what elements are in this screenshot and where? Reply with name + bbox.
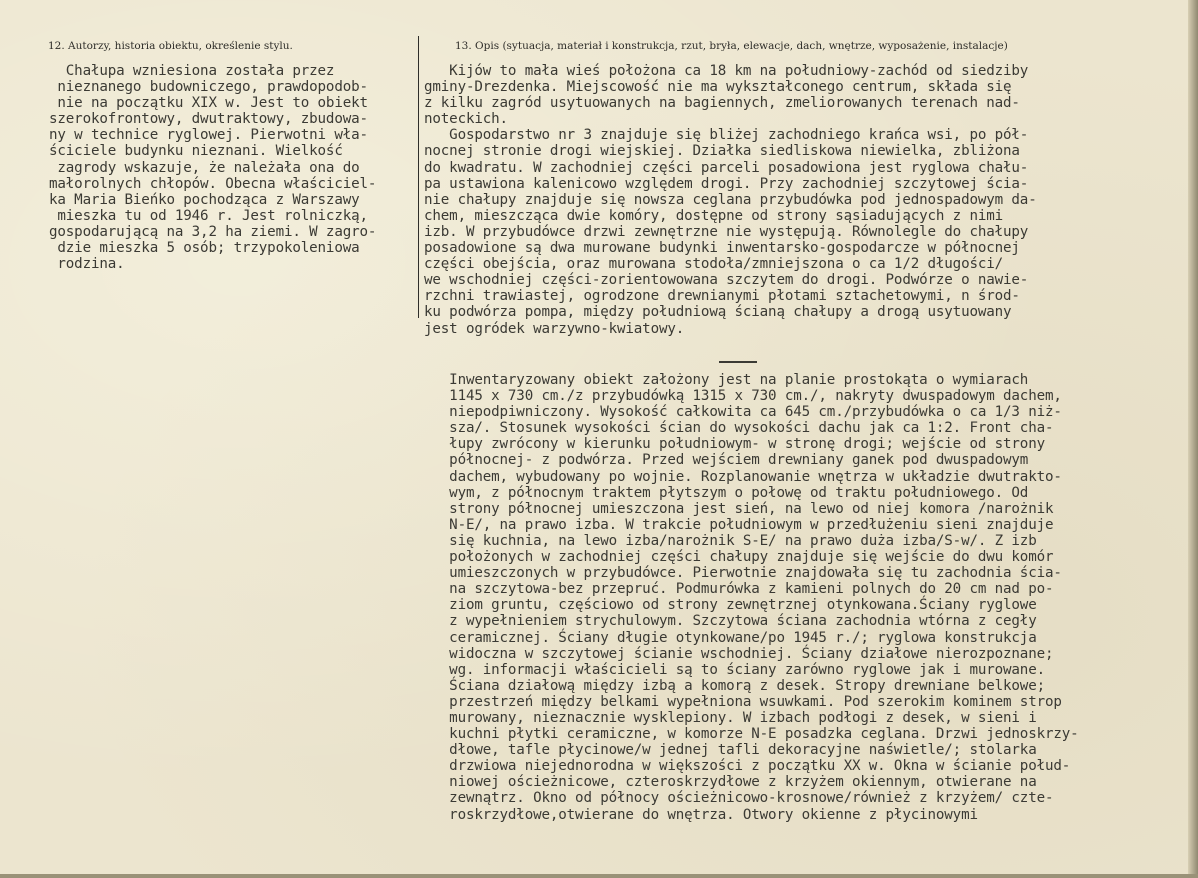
separator-dash [719, 361, 757, 363]
column-divider [418, 36, 419, 318]
page-edge-shadow [1188, 0, 1198, 878]
section-12-header: 12. Autorzy, historia obiektu, określenie stylu. [48, 40, 293, 52]
situation-description-text: Kijów to mała wieś położona ca 18 km na południowy-zachód od siedziby gminy-Drezdenka. Miejscowość nie ma wykształconego centrum, składa się z kilku zagród usytuowanych na bagiennych, zmeliorowanych terenach nad- noteckich. Gospodarstwo nr 3 znajduje się bliżej zachodniego krańca wsi, po pół- nocnej stronie drogi wiejskiej. Działka siedliskowa niewielka, zbliżona do kwadratu. W zachodniej części parceli posadowiona jest ryglowa chału- pa ustawiona kalenicowo względem drogi. Przy zachodniej szczytowej ścia- nie chałupy znajduje się nowsza ceglana przybudówka pod jednospadowym da- chem, mieszcząca dwie komóry, dostępne od strony sąsiadujących z nimi izb. W przybudówce drzwi zewnętrzne nie występują. Równolegle do chałupy posadowione są dwa murowane budynki inwentarsko-gospodarcze w północnej części obejścia, oraz murowana stodoła/zmniejszona o ca 1/2 długości/ we wschodniej części-zorientowowana szczytem do drogi. Podwórze o nawie- rzchni trawiastej, ogrodzone drewnianymi płotami sztachetowymi, n środ- ku podwórza pompa, między południową ścianą chałupy a drogą usytuowany jest ogródek warzywno-kwiatowy. [424, 63, 1037, 337]
building-description-text: Inwentaryzowany obiekt założony jest na planie prostokąta o wymiarach 1145 x 730 cm./z przybudówką 1315 x 730 cm./, nakryty dwuspadowym dachem, niepodpiwniczony. Wysokość całkowita ca 645 cm./przybudówka o ca 1/3 niż- sza/. Stosunek wysokości ścian do wysokości dachu jak ca 1:2. Front cha- łupy zwrócony w kierunku południowym- w stronę drogi; wejście od strony północnej- z podwórza. Przed wejściem drewniany ganek pod dwuspadowym dachem, wybudowany po wojnie. Rozplanowanie wnętrza w układzie dwutrakto- wym, z północnym traktem płytszym o połowę od traktu południowego. Od strony północnej umieszczona jest sień, na lewo od niej komora /narożnik N-E/, na prawo izba. W trakcie południowym w przedłużeniu sieni znajduje się kuchnia, na lewo izba/narożnik S-E/ na prawo duża izba/S-w/. Z izb położonych w zachodniej części chałupy znajduje się wejście do dwu komór umieszczonych w przybudówce. Pierwotnie znajdowała się tu zachodnia ścia- na szczytowa-bez przepruć. Podmurówka z kamieni polnych do 20 cm nad po- ziom gruntu, częściowo od strony zewnętrznej otynkowana.Ściany ryglowe z wypełnieniem strychulowym. Szczytowa ściana zachodnia wtórna z cegły ceramicznej. Ściany długie otynkowane/po 1945 r./; ryglowa konstrukcja widoczna w szczytowej ścianie wschodniej. Ściany działowe nierozpoznane; wg. informacji właścicieli są to ściany zarówno ryglowe jak i murowane. Ściana działową między izbą a komorą z desek. Stropy drewniane belkowe; przestrzeń między belkami wypełniona wsuwkami. Pod szerokim kominem strop murowany, nieznacznie wysklepiony. W izbach podłogi z desek, w sieni i kuchni płytki ceramiczne, w komorze N-E posadzka ceglana. Drzwi jednoskrzy- dłowe, tafle płycinowe/w jednej tafli dekoracyjne naświetle/; stolarka drzwiowa niejednorodna w większości z początku XX w. Okna w ścianie połud- niowej ościeżnicowe, czteroskrzydłowe z krzyżem okiennym, otwierane na zewnątrz. Okno od północy ościeżnicowo-krosnowe/również z krzyżem/ czte- roskrzydłowe,otwierane do wnętrza. Otwory okienne z płycinowymi [449, 372, 1079, 823]
section-13-header: 13. Opis (sytuacja, materiał i konstrukcja, rzut, bryła, elewacje, dach, wnętrze, wyposażenie, instalacje) [455, 40, 1008, 52]
page-bottom-edge [0, 874, 1198, 878]
history-text: Chałupa wzniesiona została przez nieznanego budowniczego, prawdopodob- nie na początku XIX w. Jest to obiekt szerokofrontowy, dwutraktowy, zbudowa- ny w technice ryglowej. Pierwotni wła- ściciele budynku nieznani. Wielkość zagrody wskazuje, że należała ona do małorolnych chłopów. Obecna właściciel- ka Maria Bieńko pochodząca z Warszawy mieszka tu od 1946 r. Jest rolniczką, gospodarującą na 3,2 ha ziemi. W zagro- dzie mieszka 5 osób; trzypokoleniowa rodzina. [49, 63, 377, 273]
